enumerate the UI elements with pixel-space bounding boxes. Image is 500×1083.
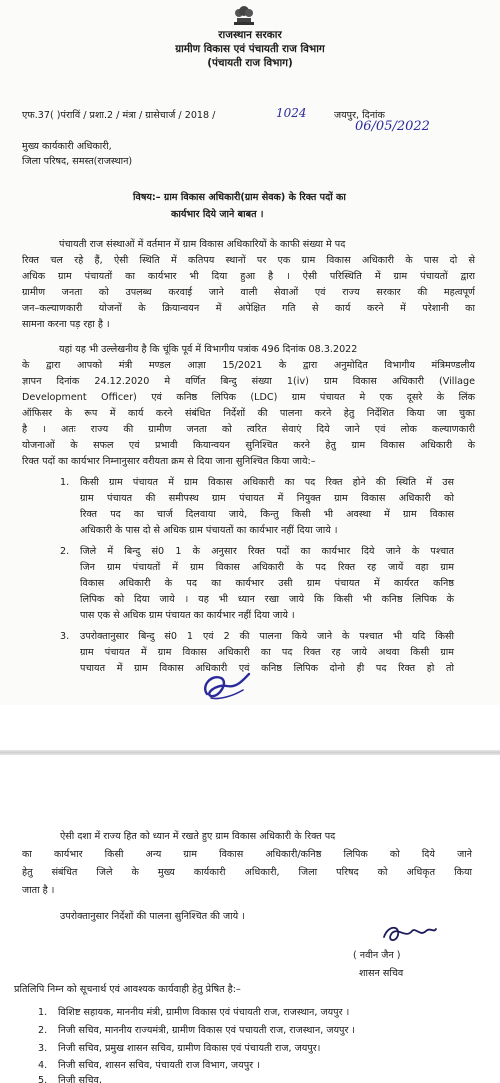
letter-page-2 bbox=[0, 797, 500, 1083]
para1-line: रिक्त चल रहे हैं, ऐसी स्थिति में कतिपय स्थानों पर एक ग्राम विकास अधिकारी के पास दो से bbox=[22, 255, 475, 266]
para2-line: रिक्त पदों का कार्यभार निम्नानुसार वरीयता क्रम से दिया जाना सुनिश्चित किया जाये:– bbox=[22, 456, 316, 467]
point-line: लिपिक को दिया जाये । यह भी ध्यान रखा जाये कि किसी भी कनिष्ठ लिपिक के bbox=[80, 594, 454, 605]
point-number: 3. bbox=[60, 631, 70, 642]
page-separator bbox=[0, 705, 500, 797]
copy-number: 1. bbox=[38, 1007, 48, 1018]
signature-icon bbox=[378, 921, 440, 947]
para1-line: अधिक ग्राम पंचायतों का कार्यभार भी दिया हुआ है । ऐसी परिस्थिति में ग्राम पंचायतों द्वारा bbox=[22, 271, 475, 282]
point-line: जिले में बिन्दु सं0 1 के अनुसार रिक्त पदों का कार्यभार दिये जाने के पश्चात bbox=[80, 546, 454, 557]
addressee-title: मुख्य कार्यकारी अधिकारी, bbox=[22, 141, 112, 152]
signatory-title: शासन सचिव bbox=[359, 968, 404, 979]
para2-line: के द्वारा आपको मंत्री मण्डल आज्ञा 15/2021 के द्वारा अनुमोदित विभागीय मंत्रिमण्डलीय bbox=[22, 360, 475, 371]
point-line: विकास अधिकारी के पद का कार्यभार उसी ग्राम पंचायत में कार्यरत कनिष्ठ bbox=[80, 578, 454, 589]
handwritten-reference-no: 1024 bbox=[276, 106, 307, 120]
place-date-label: जयपुर, दिनांक bbox=[334, 110, 385, 121]
handwritten-date: 06/05/2022 bbox=[355, 119, 430, 134]
header-govt: राजस्थान सरकार bbox=[218, 29, 282, 41]
copy-number: 2. bbox=[38, 1025, 48, 1036]
copy-recipient: विशिष्ट सहायक, माननीय मंत्री, ग्रामीण विकास एवं पंचायती राज, राजस्थान, जयपुर । bbox=[58, 1007, 350, 1018]
point-line: किसी ग्राम पंचायत में ग्राम विकास अधिकारी का पद रिक्त होने की स्थिति में उस bbox=[80, 477, 454, 488]
point-line: जिन ग्राम पंचायतों में ग्राम विकास अधिकारी के पद रिक्त रह जायें वहा ग्राम bbox=[80, 562, 454, 573]
page2-para-line: जाता है । bbox=[22, 885, 55, 896]
copy-number: 5. bbox=[38, 1075, 48, 1083]
compliance-line: उपरोक्तानुसार निर्देशों की पालना सुनिश्चित की जाये । bbox=[60, 911, 245, 922]
copy-recipient: निजी सचिव, शासन सचिव, पंचायती राज विभाग, जयपुर । bbox=[58, 1060, 260, 1071]
point-line: ग्राम पंचायत की समीपस्थ ग्राम पंचायत में नियुक्त ग्राम विकास अधिकारी को bbox=[80, 493, 454, 504]
para2-line: योजनाओं के सफल एवं प्रभावी कियान्वयन सुनिश्चित करने हेतु ग्राम विकास अधिकारी के bbox=[22, 440, 475, 451]
copy-recipient: निजी सचिव, माननीय राज्यमंत्री, ग्रामीण विकास एवं पचायती राज, राजस्थान, जयपुर । bbox=[58, 1025, 356, 1036]
ashoka-emblem-icon bbox=[231, 4, 257, 26]
copy-recipient: निजी सचिव, प्रमुख शासन सचिव, ग्रामीण विकास एवं पंचायती राज, जयपुर। bbox=[58, 1043, 321, 1054]
addressee-office: जिला परिषद, समस्त(राजस्थान) bbox=[22, 156, 133, 167]
point-number: 1. bbox=[60, 477, 70, 488]
point-line: पचायत में ग्राम विकास अधिकारी एवं कनिष्ठ लिपिक दोनो ही पद रिक्त हो तो bbox=[80, 663, 454, 674]
para2-line: है । अतः राज्य की ग्रामीण जनता को त्वरित सेवाएं दिये जाने एवं लोक कल्याणकारी bbox=[22, 424, 475, 435]
copy-number: 3. bbox=[38, 1043, 48, 1054]
point-line: ग्राम पंचायत में ग्राम विकास अधिकारी का पद रिक्त रह जाये अथवा किसी ग्राम bbox=[80, 647, 454, 658]
point-line: उपरोक्तानुसार बिन्दु सं0 1 एवं 2 की पालना किये जाने के पश्चात भी यदि किसी bbox=[80, 631, 454, 642]
page2-para-line: ऐसी दशा में राज्य हित को ध्यान में रखते हुए ग्राम विकास अधिकारी के रिक्त पद bbox=[60, 831, 336, 842]
copy-heading: प्रतिलिपि निम्न को सूचनार्थ एवं आवश्यक कार्यवाही हेतु प्रेषित है:– bbox=[14, 984, 241, 995]
point-line: अधिकारी के पास दो से अधिक ग्राम पंचायतों का कार्यभार नहीं दिया जाये । bbox=[80, 525, 338, 536]
para1-line: पंचायती राज संस्थाओं में वर्तमान में ग्राम विकास अधिकारियों के काफी संख्या मे पद bbox=[59, 239, 346, 250]
para2-line: यहां यह भी उल्लेखनीय है कि चूंकि पूर्व में विभागीय पत्रांक 496 दिनांक 08.3.2022 bbox=[59, 344, 358, 355]
point-number: 2. bbox=[60, 546, 70, 557]
page2-para-line: का कार्यभार किसी अन्य ग्राम विकास अधिकारी/कनिष्ठ लिपिक को दिये जाने bbox=[22, 849, 472, 860]
para1-line: सामना करना पड़ रहा है । bbox=[22, 319, 110, 330]
header-sub-department: (पंचायती राज विभाग) bbox=[207, 57, 293, 69]
initials-signature-icon bbox=[197, 668, 253, 702]
page2-para-line: हेतु संबंधित जिले के मुख्य कार्यकारी अधिकारी, जिला परिषद को अधिकृत किया bbox=[22, 867, 472, 878]
point-line: पास एक से अधिक ग्राम पंचायत का कार्यभार नहीं दिया जाये । bbox=[80, 610, 295, 621]
copy-number: 4. bbox=[38, 1060, 48, 1071]
header-department: ग्रामीण विकास एवं पंचायती राज विभाग bbox=[175, 43, 325, 55]
para1-line: ग्रामीण जनता को उपलब्ध करवाई जाने वाली सेवाओं एवं राज्य सरकार की महत्वपूर्ण bbox=[22, 287, 475, 298]
reference-number: एफ.37( )पंराविं / प्रशा.2 / मंत्रा / ग्रासेचार्ज / 2018 / bbox=[22, 110, 216, 121]
copy-recipient: निजी सचिव, bbox=[58, 1075, 102, 1083]
point-line: रिक्त पद का चार्ज दिलवाया जाये, किन्तु किसी भी अवस्था में ग्राम विकास bbox=[80, 509, 454, 520]
subject-line-2: कार्यभार दिये जाने बाबत । bbox=[171, 209, 264, 220]
para2-line: ऑफिसर के रूप में कार्य करने संबंधित निर्देशों की पालना करने हेतु निर्देशित किया जा चुका bbox=[22, 408, 475, 419]
signatory-name: ( नवीन जैन ) bbox=[353, 950, 401, 961]
page-divider bbox=[0, 750, 500, 755]
para1-line: जन–कल्याणकारी योजनों के क्रियान्वयन में अपेक्षित गति से कार्य करने में परेशानी का bbox=[22, 303, 475, 314]
subject-line-1: विषय:– ग्राम विकास अधिकारी(ग्राम सेवक) के रिक्त पदों का bbox=[133, 192, 346, 203]
para2-line: Development Officer) एवं कनिष्ठ लिपिक (LDC) ग्राम पंचायत मे एक दूसरे के लिंक bbox=[22, 392, 475, 403]
para2-line: ज्ञापन दिनांक 24.12.2020 मे वर्णित बिन्दु संख्या 1(iv) ग्राम विकास अधिकारी (Village bbox=[22, 376, 475, 387]
